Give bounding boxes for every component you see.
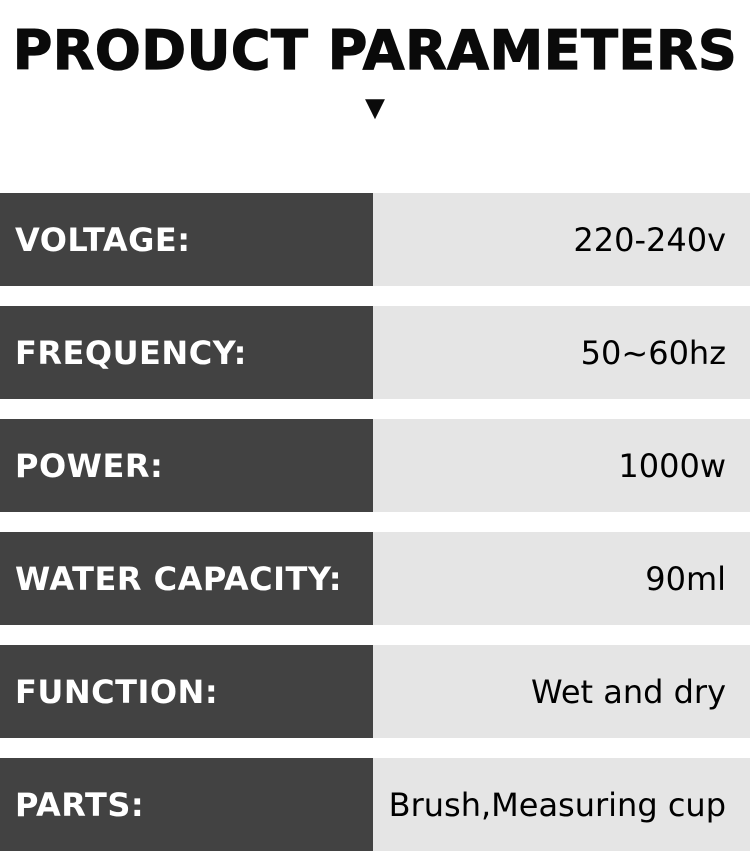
spec-table [0, 193, 750, 851]
table-row-voltage [0, 193, 750, 286]
table-row-function [0, 645, 750, 738]
down-triangle-icon: ▼ [365, 93, 385, 123]
spec-value: 90ml [373, 532, 750, 625]
table-row-power [0, 419, 750, 512]
spec-label: FUNCTION: [0, 645, 373, 738]
spec-value: Wet and dry [373, 645, 750, 738]
table-row-water-capacity [0, 532, 750, 625]
spec-value: Brush,Measuring cup [373, 758, 750, 851]
spec-value: 1000w [373, 419, 750, 512]
page-title: PRODUCT PARAMETERS [12, 19, 738, 82]
table-row-frequency [0, 306, 750, 399]
spec-value: 50~60hz [373, 306, 750, 399]
spec-value: 220-240v [373, 193, 750, 286]
header [0, 0, 750, 122]
spec-label: PARTS: [0, 758, 373, 851]
spec-label: VOLTAGE: [0, 193, 373, 286]
table-row-parts [0, 758, 750, 851]
spec-label: POWER: [0, 419, 373, 512]
spec-label: FREQUENCY: [0, 306, 373, 399]
spec-label: WATER CAPACITY: [0, 532, 373, 625]
